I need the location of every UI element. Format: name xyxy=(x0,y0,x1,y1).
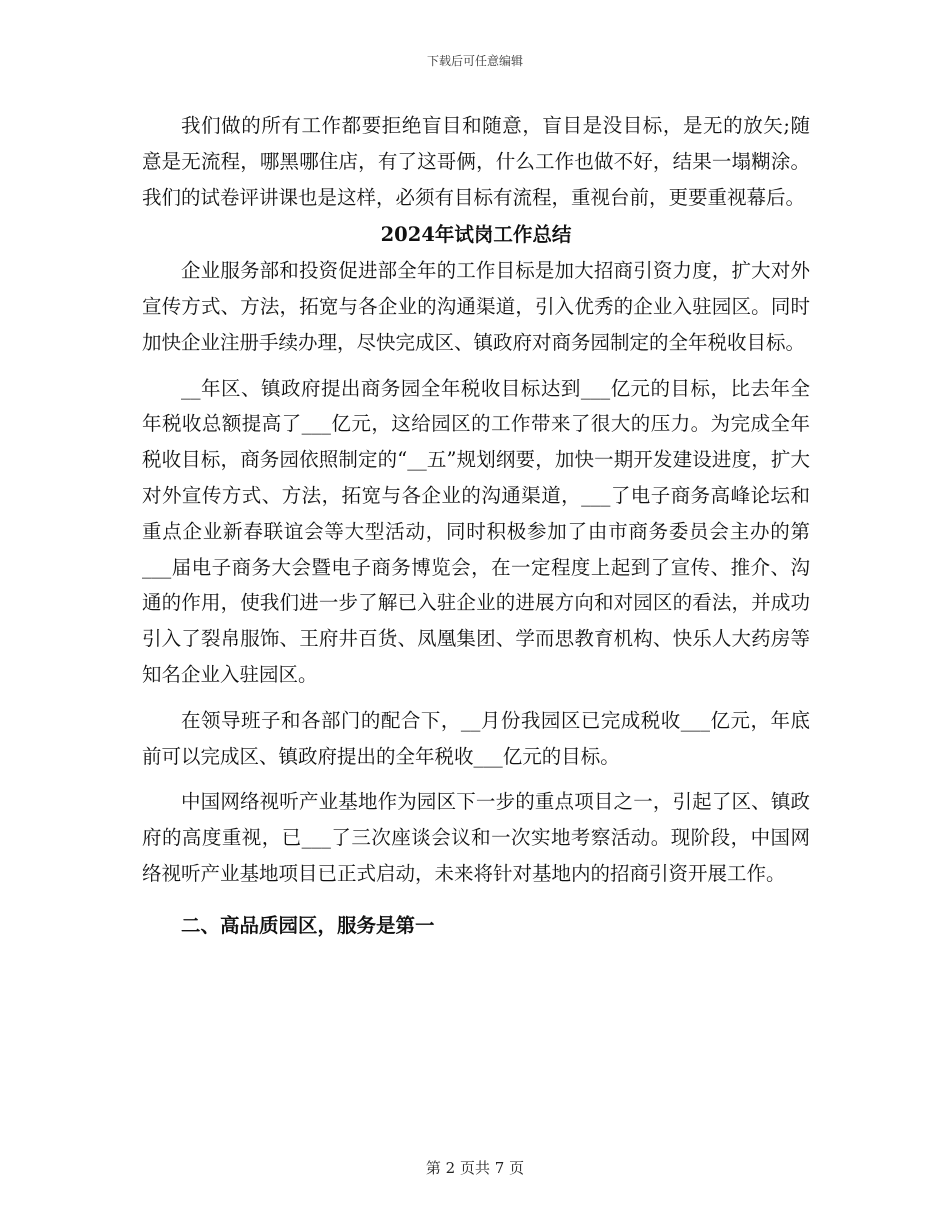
body-paragraph-3: 在领导班子和各部门的配合下，__月份我园区已完成税收___亿元，年底前可以完成区、镇政府提出的全年税收___亿元的目标。 xyxy=(142,708,810,768)
body-paragraph-4: 中国网络视听产业基地作为园区下一步的重点项目之一，引起了区、镇政府的高度重视，已___了三次座谈会议和一次实地考察活动。现阶段，中国网络视听产业基地项目已正式启动，未来将针对基地内的招商引资开展工作。 xyxy=(142,790,810,885)
body-paragraph-2: __年区、镇政府提出商务园全年税收目标达到___亿元的目标，比去年全年税收总额提高了___亿元，这给园区的工作带来了很大的压力。为完成全年税收目标，商务园依照制定的“__五”规划纲要，加快一期开发建设进度，扩大对外宣传方式、方法，拓宽与各企业的沟通渠道，___了电子商务高峰论坛和重点企业新春联谊会等大型活动，同时积极参加了由市商务委员会主办的第___届电子商务大会暨电子商务博览会，在一定程度上起到了宣传、推介、沟通的作用，使我们进一步了解已入驻企业的进展方向和对园区的看法，并成功引入了裂帛服饰、王府井百货、凤凰集团、学而思教育机构、快乐人大药房等知名企业入驻园区。 xyxy=(142,376,810,686)
page-header: 下载后可任意编辑 xyxy=(426,54,523,68)
document-body xyxy=(142,108,810,944)
page-footer: 第 2 页共 7 页 xyxy=(425,1159,525,1177)
intro-paragraph: 我们做的所有工作都要拒绝盲目和随意，盲目是没目标，是无的放矢;随意是无流程，哪黑哪住店，有了这哥俩，什么工作也做不好，结果一塌糊涂。我们的试卷评讲课也是这样，必须有目标有流程，重视台前，更要重视幕后。 xyxy=(142,114,810,209)
section-heading: 二、高品质园区，服务是第一 xyxy=(181,913,435,937)
body-paragraph-1: 企业服务部和投资促进部全年的工作目标是加大招商引资力度，扩大对外宣传方式、方法，拓宽与各企业的沟通渠道，引入优秀的企业入驻园区。同时加快企业注册手续办理，尽快完成区、镇政府对商务园制定的全年税收目标。 xyxy=(142,259,810,354)
document-title: 2024年试岗工作总结 xyxy=(380,223,572,247)
